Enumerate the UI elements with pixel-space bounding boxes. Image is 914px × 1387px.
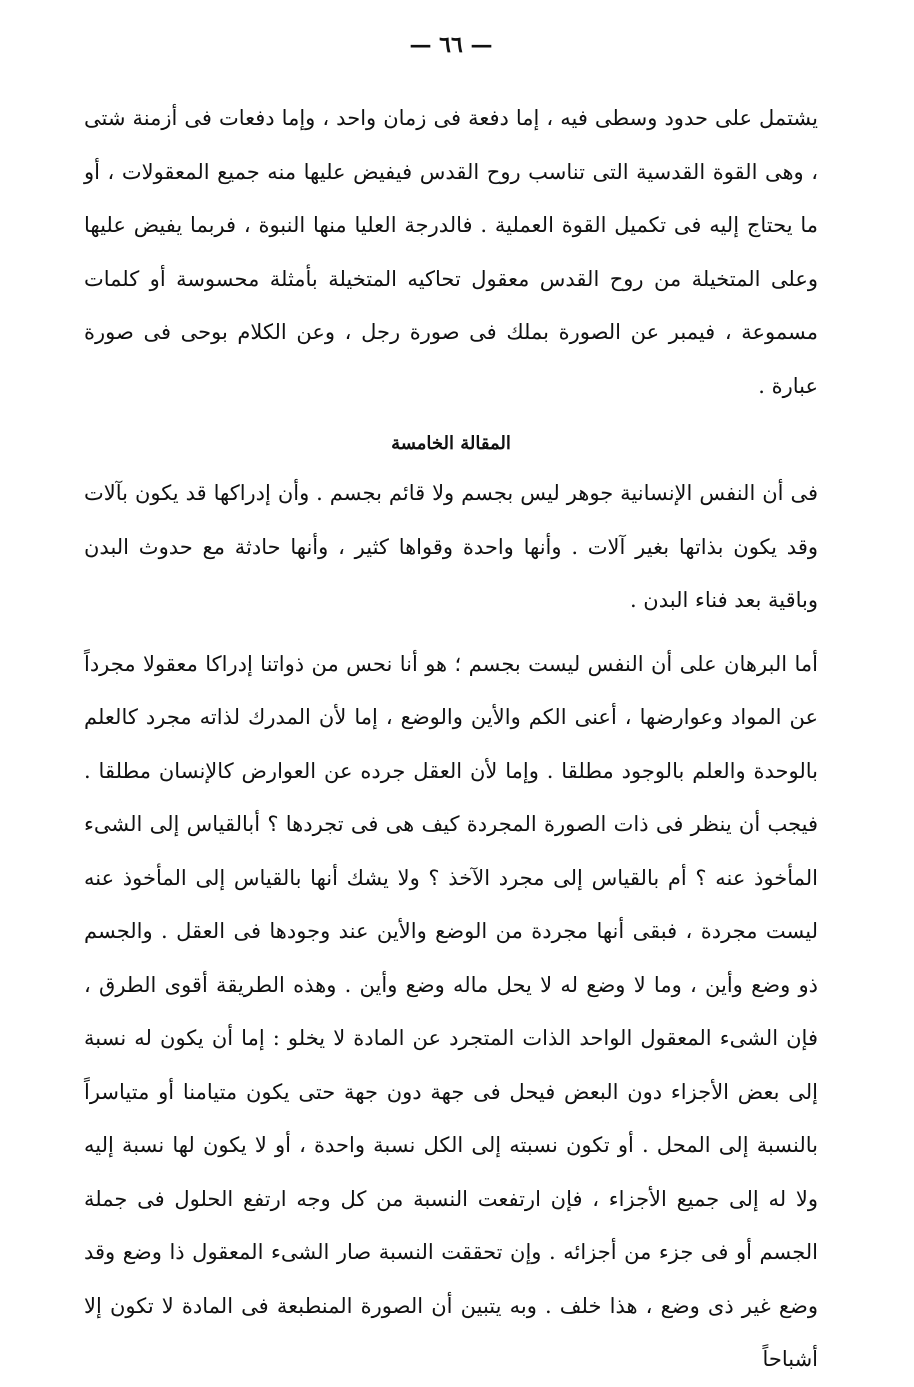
document-page: [84, 32, 819, 1371]
section-gap: [84, 413, 818, 417]
summary-paragraph: فى أن النفس الإنسانية جوهر ليس بجسم ولا قائم بجسم . وأن إدراكها قد يكون بآلات وقد يكون بذاتها بغير آلات . وأنها واحدة وقواها كثير ، وأنها حادثة مع حدوث البدن وباقية بعد فناء البدن .: [84, 481, 818, 612]
paragraph-gap: [84, 628, 818, 638]
section-heading: المقالة الخامسة: [391, 433, 511, 454]
body-paragraph: أما البرهان على أن النفس ليست بجسم ؛ هو أنا نحس من ذواتنا إدراكا معقولا مجرداً عن المواد وعوارضها ، أعنى الكم والأين والوضع ، إما لأن المدرك لذاته مجرد كالعلم بالوحدة والعلم بالوجود مطلقا . وإما لأن العقل جرده عن العوارض كالإنسان مطلقا . فيجب أن ينظر فى ذات الصورة المجردة كيف هى فى تجردها ؟ أبالقياس إلى الشىء المأخوذ عنه ؟ أم بالقياس إلى مجرد الآخذ ؟ ولا يشك أنها بالقياس إلى المأخوذ عنه ليست مجردة ، فبقى أنها مجردة من الوضع والأين عند وجودها فى العقل . والجسم ذو وضع وأين ، وما لا وضع له لا يحل ماله وضع وأين . وهذه الطريقة أقوى الطرق ، فإن الشىء المعقول الواحد الذات المتجرد عن المادة لا يخلو : إما أن يكون له نسبة إلى بعض الأجزاء دون البعض فيحل فى جهة دون جهة حتى يكون متيامنا أو متياسراً بالنسبة إلى المحل . أو تكون نسبته إلى الكل نسبة واحدة ، أو لا يكون لها نسبة إليه ولا له إلى جميع الأجزاء ، فإن ارتفعت النسبة من كل وجه ارتفع الحلول فى جملة الجسم أو فى جزء من أجزائه . وإن تحققت النسبة صار الشىء المعقول ذا وضع وقد وضع غير ذى وضع ، هذا خلف . وبه يتبين أن الصورة المنطبعة فى المادة لا تكون إلا أشباحاً: [84, 651, 819, 1371]
intro-paragraph: يشتمل على حدود وسطى فيه ، إما دفعة فى زمان واحد ، وإما دفعات فى أزمنة شتى ، وهى القوة القدسية التى تناسب روح القدس فيفيض عليها منه جميع المعقولات ، أو ما يحتاج إليه فى تكميل القوة العملية . فالدرجة العليا منها النبوة ، فربما يفيض عليها وعلى المتخيلة من روح القدس معقول تحاكيه المتخيلة بأمثلة محسوسة أو كلمات مسموعة ، فيمبر عن الصورة بملك فى صورة رجل ، وعن الكلام بوحى فى صورة عبارة .: [84, 106, 818, 398]
page-number: — ٦٦ —: [409, 32, 493, 58]
